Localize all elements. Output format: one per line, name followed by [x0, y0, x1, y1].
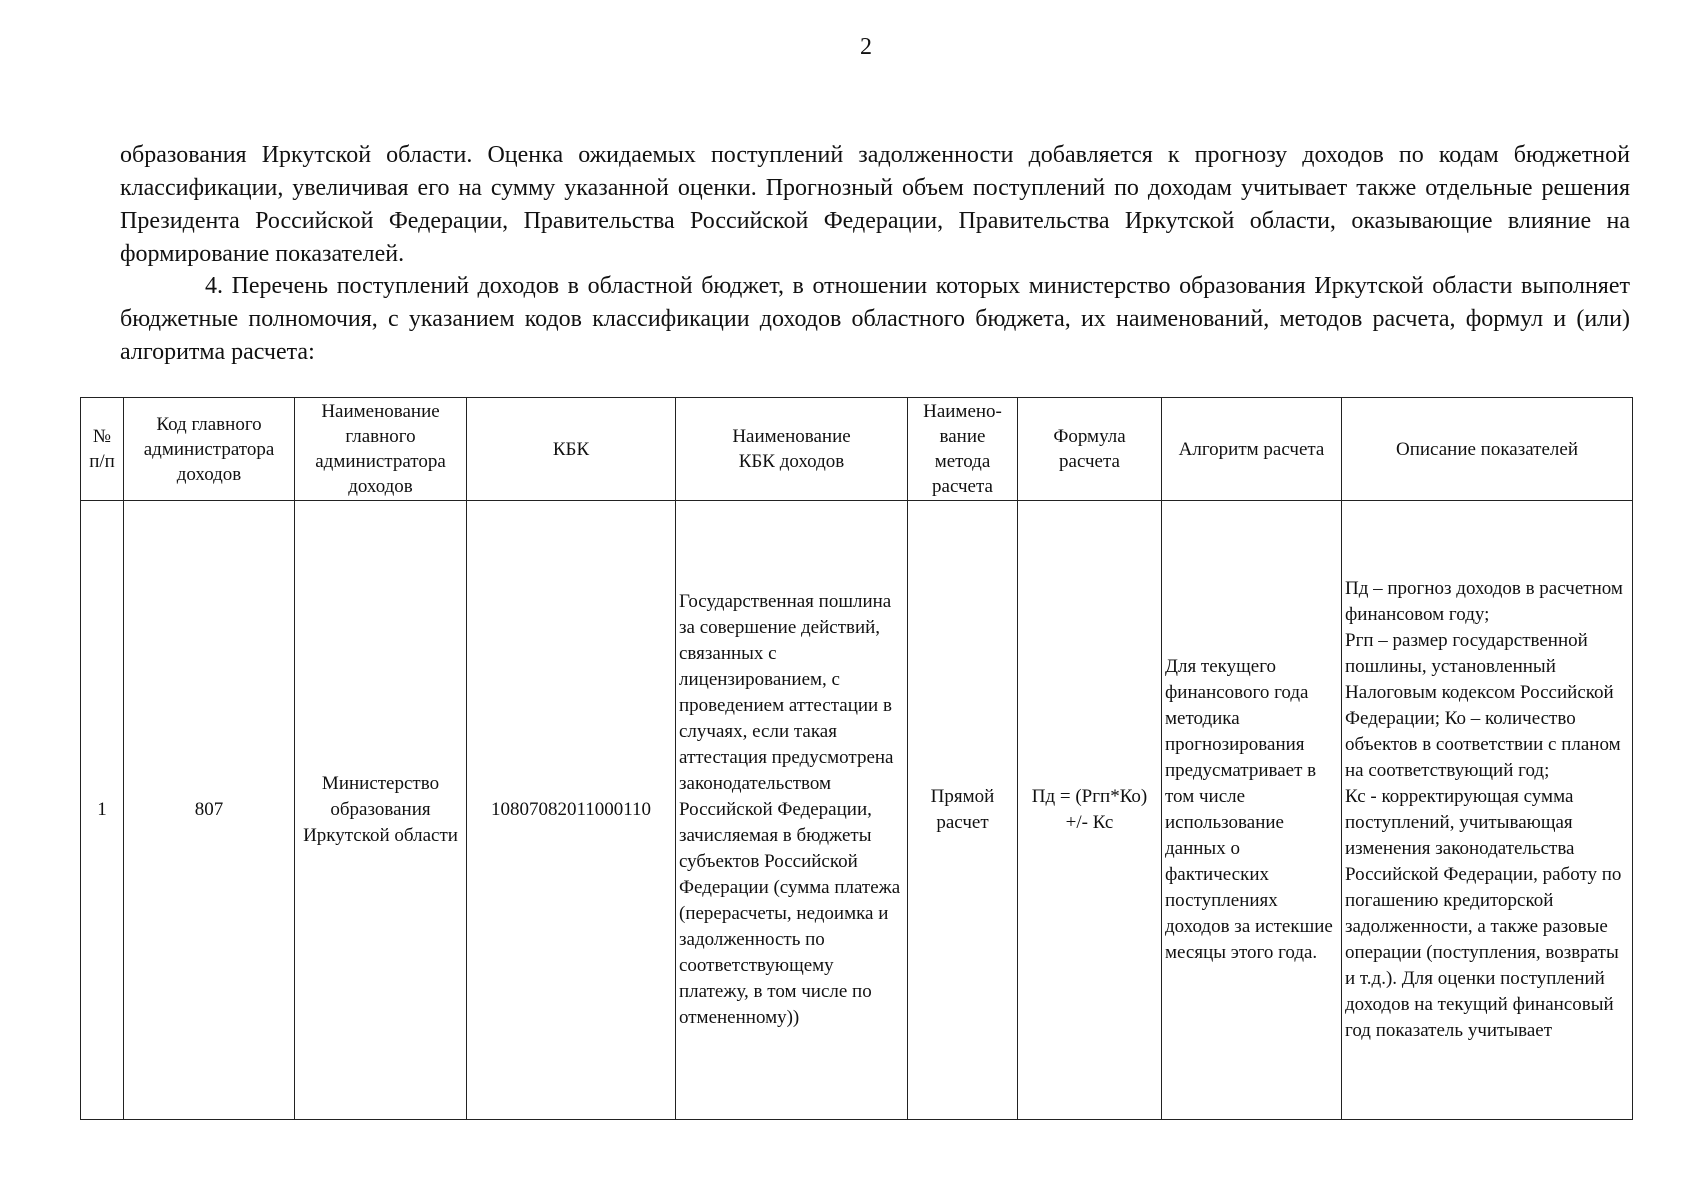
table-header-row [81, 398, 1633, 501]
page-number: 2 [860, 34, 872, 60]
header-kbk-name: Наименование КБК доходов [676, 398, 908, 501]
header-number: № п/п [81, 398, 124, 501]
header-admin-code: Код главного администратора доходов [124, 398, 295, 501]
body-paragraph-2: 4. Перечень поступлений доходов в областной бюджет, в отношении которых министерство образования Иркутской области выполняет бюджетные полномочия, с указанием кодов классификации доходов областного бюджета, их наименований, методов расчета, формул и (или) алгоритма расчета: [120, 273, 1630, 365]
cell-admin-name: Министерство образования Иркутской области [295, 501, 467, 1120]
cell-kbk-name: Государственная пошлина за совершение действий, связанных с лицензированием, с проведением аттестации в случаях, если такая аттестация предусмотрена законодательством Российской Федерации, зачисляемая в бюджеты субъектов Российской Федерации (сумма платежа (перерасчеты, недоимка и задолженность по соответствующему платежу, в том числе по отмененному)) [676, 501, 908, 1120]
revenue-table [80, 397, 1633, 1120]
cell-kbk: 10807082011000110 [467, 501, 676, 1120]
cell-number: 1 [81, 501, 124, 1120]
cell-algorithm: Для текущего финансового года методика прогнозирования предусматривает в том числе использование данных о фактических поступлениях доходов за истекшие месяцы этого года. [1162, 501, 1342, 1120]
header-description: Описание показателей [1342, 398, 1633, 501]
cell-formula: Пд = (Ргп*Ко) +/- Кс [1018, 501, 1162, 1120]
cell-method: Прямой расчет [908, 501, 1018, 1120]
cell-admin-code: 807 [124, 501, 295, 1120]
header-admin-name: Наименование главного администратора доходов [295, 398, 467, 501]
header-kbk: КБК [467, 398, 676, 501]
body-paragraph-1: образования Иркутской области. Оценка ожидаемых поступлений задолженности добавляется к прогнозу доходов по кодам бюджетной классификации, увеличивая его на сумму указанной оценки. Прогнозный объем поступлений по доходам учитывает также отдельные решения Президента Российской Федерации, Правительства Российской Федерации, Правительства Иркутской области, оказывающие влияние на формирование показателей. [120, 142, 1630, 267]
header-formula: Формула расчета [1018, 398, 1162, 501]
cell-description: Пд – прогноз доходов в расчетном финансовом году; Ргп – размер государственной пошлины, установленный Налоговым кодексом Российской Федерации; Ко – количество объектов в соответствии с планом на соответствующий год; Кс - корректирующая сумма поступлений, учитывающая изменения законодательства Российской Федерации, работу по погашению кредиторской задолженности, а также разовые операции (поступления, возвраты и т.д.). Для оценки поступлений доходов на текущий финансовый год показатель учитывает [1342, 501, 1633, 1120]
header-method: Наимено- вание метода расчета [908, 398, 1018, 501]
header-algorithm: Алгоритм расчета [1162, 398, 1342, 501]
table-row [81, 501, 1633, 1120]
